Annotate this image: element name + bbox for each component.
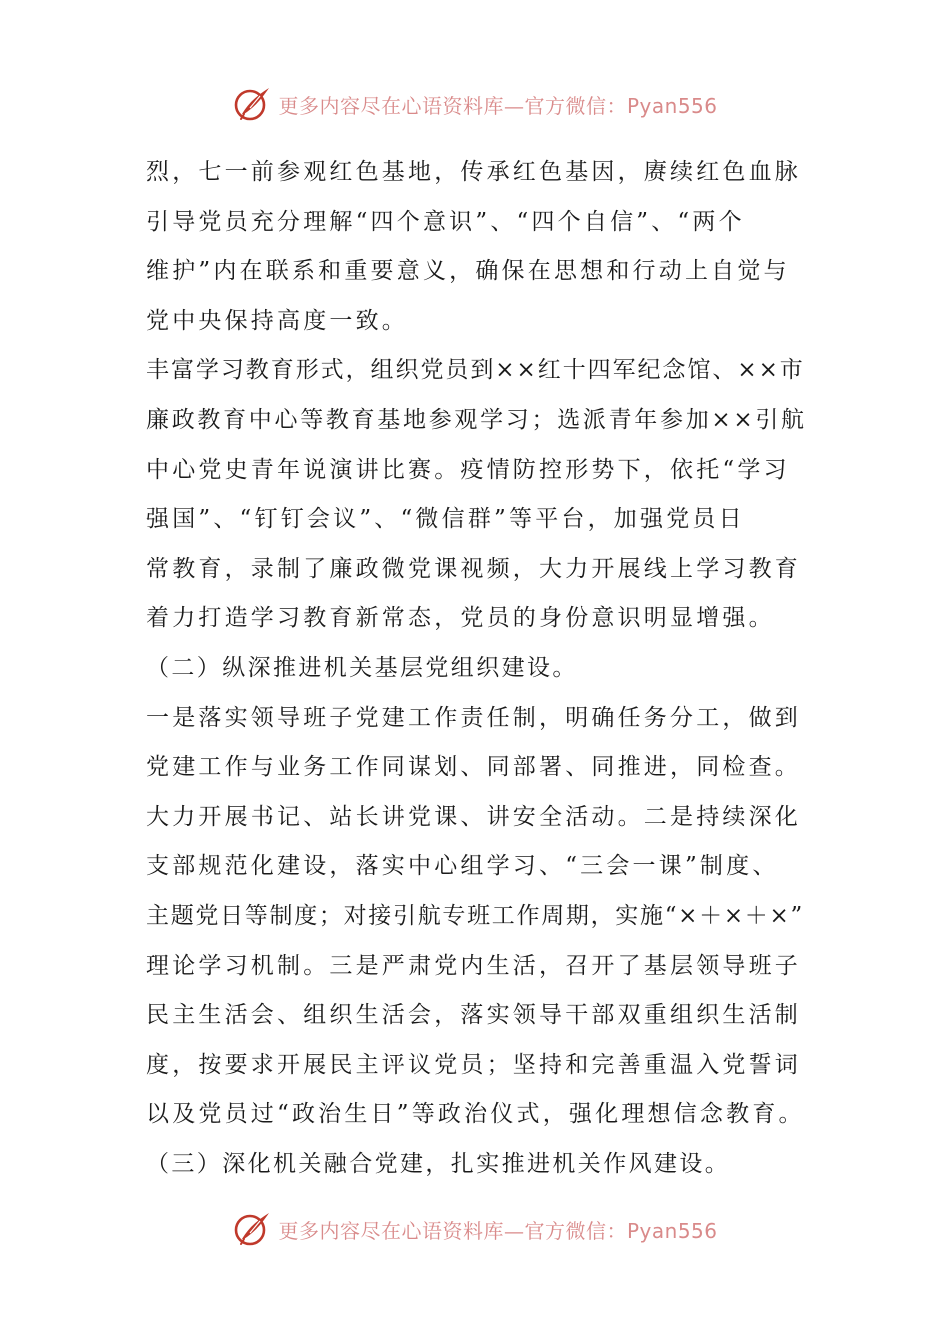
body-line: 支部规范化建设，落实中心组学习、“三会一课”制度、 bbox=[146, 853, 779, 880]
body-line: 中心党史青年说演讲比赛。疫情防控形势下，依托“学习 bbox=[146, 456, 790, 483]
quill-logo-icon bbox=[232, 84, 272, 124]
body-line: 以及党员过“政治生日”等政治仪式，强化理想信念教育。 bbox=[146, 1101, 805, 1128]
body-line: 大力开展书记、站长讲党课、讲安全活动。二是持续深化 bbox=[146, 803, 801, 830]
footer-banner bbox=[0, 1207, 950, 1251]
body-line: 烈，七一前参观红色基地，传承红色基因，赓续红色血脉 bbox=[146, 159, 801, 185]
body-line: 引导党员充分理解“四个意识”、“四个自信”、“两个 bbox=[146, 208, 745, 235]
footer-wechat-id: Pyan556 bbox=[626, 1218, 718, 1243]
body-line: 强国”、“钉钉会议”、“微信群”等平台，加强党员日 bbox=[146, 506, 745, 533]
body-line: 理论学习机制。三是严肃党内生活，召开了基层领导班子 bbox=[146, 952, 801, 979]
document-body bbox=[146, 148, 810, 1189]
header-banner bbox=[0, 82, 950, 126]
body-line: 廉政教育中心等教育基地参观学习；选派青年参加××引航 bbox=[146, 406, 807, 433]
body-line: 维护”内在联系和重要意义，确保在思想和行动上自觉与 bbox=[146, 258, 790, 285]
body-line: 常教育，录制了廉政微党课视频，大力开展线上学习教育 bbox=[146, 555, 801, 582]
body-line: 党中央保持高度一致。 bbox=[146, 307, 408, 334]
header-banner-text: 更多内容尽在心语资料库—官方微信：Pyan556 bbox=[278, 93, 718, 118]
header-wechat-id: Pyan556 bbox=[626, 93, 718, 118]
quill-logo-icon bbox=[232, 1209, 272, 1249]
body-line: 丰富学习教育形式，组织党员到××红十四军纪念馆、××市 bbox=[146, 357, 805, 384]
body-line: 着力打造学习教育新常态，党员的身份意识明显增强。 bbox=[146, 605, 775, 632]
section-heading-2: （二）纵深推进机关基层党组织建设。 bbox=[146, 654, 578, 681]
footer-banner-text: 更多内容尽在心语资料库—官方微信：Pyan556 bbox=[278, 1218, 718, 1243]
body-line: 党建工作与业务工作同谋划、同部署、同推进，同检查。 bbox=[146, 754, 801, 781]
body-line: 民主生活会、组织生活会，落实领导干部双重组织生活制 bbox=[146, 1002, 801, 1029]
body-line: 度，按要求开展民主评议党员；坚持和完善重温入党誓词 bbox=[146, 1051, 801, 1078]
body-line: 主题党日等制度；对接引航专班工作周期，实施“×＋×＋×” bbox=[146, 902, 804, 929]
body-line: 一是落实领导班子党建工作责任制，明确任务分工，做到 bbox=[146, 704, 801, 731]
section-heading-3: （三）深化机关融合党建，扎实推进机关作风建设。 bbox=[146, 1150, 731, 1177]
